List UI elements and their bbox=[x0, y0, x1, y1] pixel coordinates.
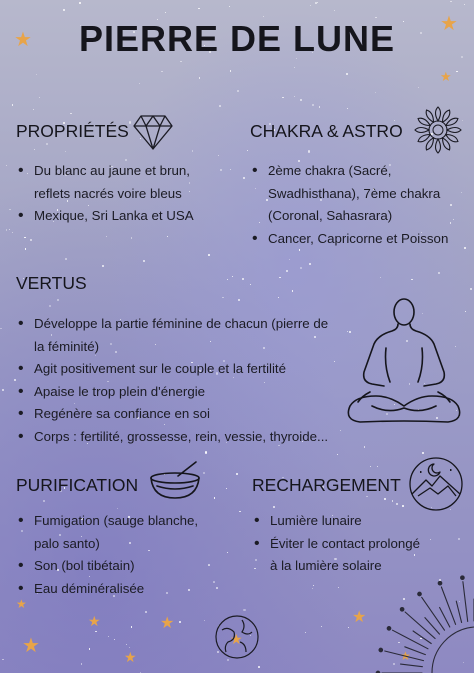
list-purification bbox=[16, 510, 226, 600]
list-item-line: (Coronal, Sahasrara) bbox=[268, 208, 393, 223]
gold-star-icon: ★ bbox=[88, 613, 101, 629]
list-item bbox=[16, 555, 226, 578]
list-item bbox=[250, 228, 472, 251]
globe-icon bbox=[212, 612, 262, 662]
gold-star-icon: ★ bbox=[230, 631, 243, 647]
gold-star-icon: ★ bbox=[16, 597, 27, 611]
diamond-icon bbox=[132, 112, 174, 152]
heading-vertus: VERTUS bbox=[16, 273, 87, 293]
heading-purification: PURIFICATION bbox=[16, 475, 139, 495]
list-item-line: • Fumigation (sauge blanche, bbox=[34, 513, 199, 528]
list-item-line: • 2ème chakra (Sacré, bbox=[268, 163, 392, 178]
list-item-line: la féminité) bbox=[34, 338, 100, 354]
list-item-line: Swadhisthana), 7ème chakra bbox=[268, 185, 441, 201]
list-item bbox=[16, 205, 226, 228]
list-proprietes bbox=[16, 160, 226, 228]
moon-mountain-icon bbox=[408, 456, 464, 512]
list-item-line: • Lumière lunaire bbox=[270, 513, 362, 528]
heading-chakra-astro: CHAKRA & ASTRO bbox=[250, 121, 403, 141]
singing-bowl-icon bbox=[148, 460, 202, 502]
list-item bbox=[250, 160, 472, 228]
gold-star-icon: ★ bbox=[440, 13, 458, 35]
heading-rechargement: RECHARGEMENT bbox=[252, 475, 401, 495]
list-chakra-astro bbox=[250, 160, 472, 250]
list-item-line: à la lumière solaire bbox=[270, 558, 382, 573]
list-item-line: • Corps : fertilité, grossesse, rein, vessie, thyroide... bbox=[34, 428, 329, 444]
list-item bbox=[16, 426, 376, 449]
heading-proprietes: PROPRIÉTÉS bbox=[16, 121, 129, 141]
list-item-line: • Éviter le contact prolongé bbox=[270, 535, 421, 551]
list-item bbox=[16, 313, 376, 358]
list-vertus bbox=[16, 313, 376, 448]
gold-star-icon: ★ bbox=[160, 615, 175, 632]
list-item bbox=[16, 578, 226, 601]
list-item-line: • Du blanc au jaune et brun, bbox=[34, 163, 190, 178]
list-item-line: palo santo) bbox=[34, 535, 100, 551]
list-item bbox=[16, 381, 376, 404]
gold-star-icon: ★ bbox=[14, 29, 32, 51]
page-title: PIERRE DE LUNE bbox=[78, 18, 396, 59]
list-item bbox=[16, 403, 376, 426]
gold-star-icon: ★ bbox=[124, 649, 137, 665]
gold-star-icon: ★ bbox=[440, 69, 452, 84]
crown-chakra-lotus-icon bbox=[414, 106, 462, 154]
meditation-figure-icon bbox=[340, 296, 468, 430]
list-item bbox=[16, 358, 376, 381]
list-item bbox=[16, 160, 226, 205]
list-item-line: • Eau déminéralisée bbox=[34, 580, 145, 596]
sun-rays-icon bbox=[372, 540, 474, 673]
gold-star-icon: ★ bbox=[22, 635, 40, 657]
list-item-line: • Son (bol tibétain) bbox=[34, 558, 135, 573]
list-item-line: • Mexique, Sri Lanka et USA bbox=[34, 208, 194, 223]
list-item-line: • Apaise le trop plein d'énergie bbox=[34, 383, 206, 399]
list-item-line: • Agit positivement sur le couple et la fertilité bbox=[34, 361, 287, 376]
list-item bbox=[16, 510, 226, 555]
gold-star-icon: ★ bbox=[400, 649, 411, 663]
list-item-line: • Cancer, Capricorne et Poisson bbox=[268, 230, 449, 246]
list-item-line: • Regénère sa confiance en soi bbox=[34, 406, 210, 421]
list-item-line: • Développe la partie féminine de chacun (pierre de bbox=[34, 316, 329, 331]
gold-star-icon: ★ bbox=[352, 609, 367, 626]
list-item bbox=[252, 510, 452, 533]
list-item-line: reflets nacrés voire bleus bbox=[34, 185, 182, 201]
